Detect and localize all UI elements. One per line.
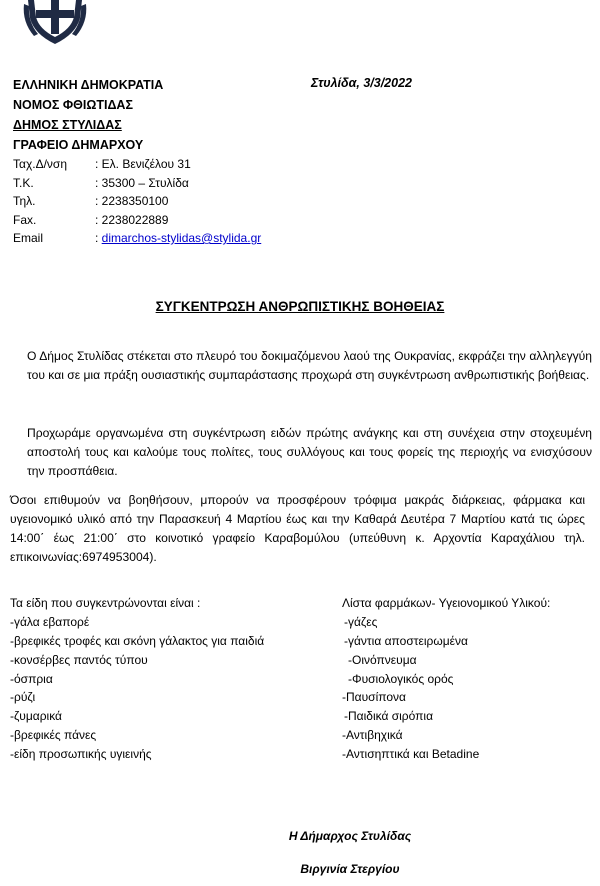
list-item: -βρεφικές τροφές και σκόνη γάλακτος για παιδιά [10, 633, 265, 648]
list-item: -ζυμαρικά [10, 709, 62, 724]
contact-postcode [13, 174, 261, 193]
signature-role [0, 829, 600, 843]
contact-value: : Ελ. Βενιζέλου 31 [95, 157, 191, 171]
list-item: -ρύζι [10, 690, 36, 705]
contact-email [13, 229, 261, 248]
contact-value: : 2238022889 [95, 212, 169, 227]
list-item: -γάντια αποστειρωμένα [344, 633, 468, 648]
paragraph-instructions: Όσοι επιθυμούν να βοηθήσουν, μπορούν να προσφέρουν τρόφιμα μακράς διάρκειας, φάρμακα και υγειονομικό υλικό από την Παρασκευή 4 Μαρτίου έως και την Καθαρά Δευτέρα 7 Μαρτίου κατά τις ώρες 14:00΄ έως 21:00΄ στο κοινοτικό γραφείο Καραβομύλου (υπεύθυνη κ. Αρχοντία Καραχάλιου τηλ. επικοινωνίας:6974953004). [10, 493, 585, 564]
left-list [10, 594, 264, 764]
list-item: -Παιδικά σιρόπια [344, 709, 434, 724]
list-item: -γάλα εβαπορέ [10, 614, 90, 629]
header-prefecture: ΝΟΜΟΣ ΦΘΙΩΤΙΔΑΣ [13, 98, 133, 112]
header-municipality: ΔΗΜΟΣ ΣΤΥΛΙΔΑΣ [13, 118, 122, 132]
right-list-heading: Λίστα φαρμάκων- Υγειονομικού Υλικού: [342, 596, 551, 610]
signature-role-text: Η Δήμαρχος Στυλίδας [288, 829, 412, 843]
contact-value: : 35300 – Στυλίδα [95, 175, 189, 190]
contact-label: Email [13, 231, 44, 245]
contact-address [13, 155, 261, 174]
document-title: ΣΥΓΚΕΝΤΡΩΣΗ ΑΝΘΡΩΠΙΣΤΙΚΗΣ ΒΟΗΘΕΙΑΣ [155, 299, 445, 314]
contact-label: Ταχ.Δ/νση [13, 157, 68, 171]
list-item: -Αντισηπτικά και Betadine [342, 747, 480, 762]
list-item: -γάζες [344, 614, 378, 629]
contact-block [13, 155, 261, 248]
left-list-heading: Τα είδη που συγκεντρώνονται είναι : [10, 596, 201, 610]
list-item: -Φυσιολογικός ορός [348, 671, 454, 686]
paragraph-intro: Ο Δήμος Στυλίδας στέκεται στο πλευρό του δοκιμαζόμενου λαού της Ουκρανίας, εκφράζει την αλληλεγγύη του και σε μια πράξη ουσιαστικής συμπαράστασης προχωρά στη συγκέντρωση ανθρωπιστικής βοήθειας. [27, 349, 592, 382]
header-republic: ΕΛΛΗΝΙΚΗ ΔΗΜΟΚΡΑΤΙΑ [13, 78, 164, 92]
contact-label: Τηλ. [13, 194, 36, 208]
list-item: -βρεφικές πάνες [10, 728, 97, 743]
list-item: -Αντιβηχικά [342, 728, 403, 743]
contact-label: Fax. [13, 212, 37, 227]
list-item: -κονσέρβες παντός τύπου [10, 652, 148, 667]
list-item: -όσπρια [10, 671, 53, 686]
list-item: -είδη προσωπικής υγιεινής [10, 747, 152, 762]
contact-value: : [95, 231, 102, 245]
contact-fax [13, 211, 261, 230]
paragraph-organization: Προχωράμε οργανωμένα στη συγκέντρωση ειδών πρώτης ανάγκης και στη συνέχεια στην στοχευμένη αποστολή τους και καλούμε τους πολίτες, τους συλλόγους και τους φορείς της περιοχής να ενισχύσουν την προσπάθεια. [27, 426, 592, 478]
greek-emblem-icon [20, 0, 90, 46]
signature-name [0, 862, 600, 876]
list-item: -Παυσίπονα [342, 690, 406, 705]
list-item: -Οινόπνευμα [348, 652, 417, 667]
contact-phone [13, 192, 261, 211]
document-date: Στυλίδα, 3/3/2022 [311, 76, 412, 90]
header-office: ΓΡΑΦΕΙΟ ΔΗΜΑΡΧΟΥ [13, 138, 144, 152]
signature-name-text: Βιργινία Στεργίου [300, 862, 400, 876]
right-list [342, 594, 550, 764]
contact-value: : 2238350100 [95, 194, 169, 208]
email-link[interactable]: dimarchos-stylidas@stylida.gr [101, 231, 262, 245]
contact-label: Τ.Κ. [13, 175, 34, 190]
